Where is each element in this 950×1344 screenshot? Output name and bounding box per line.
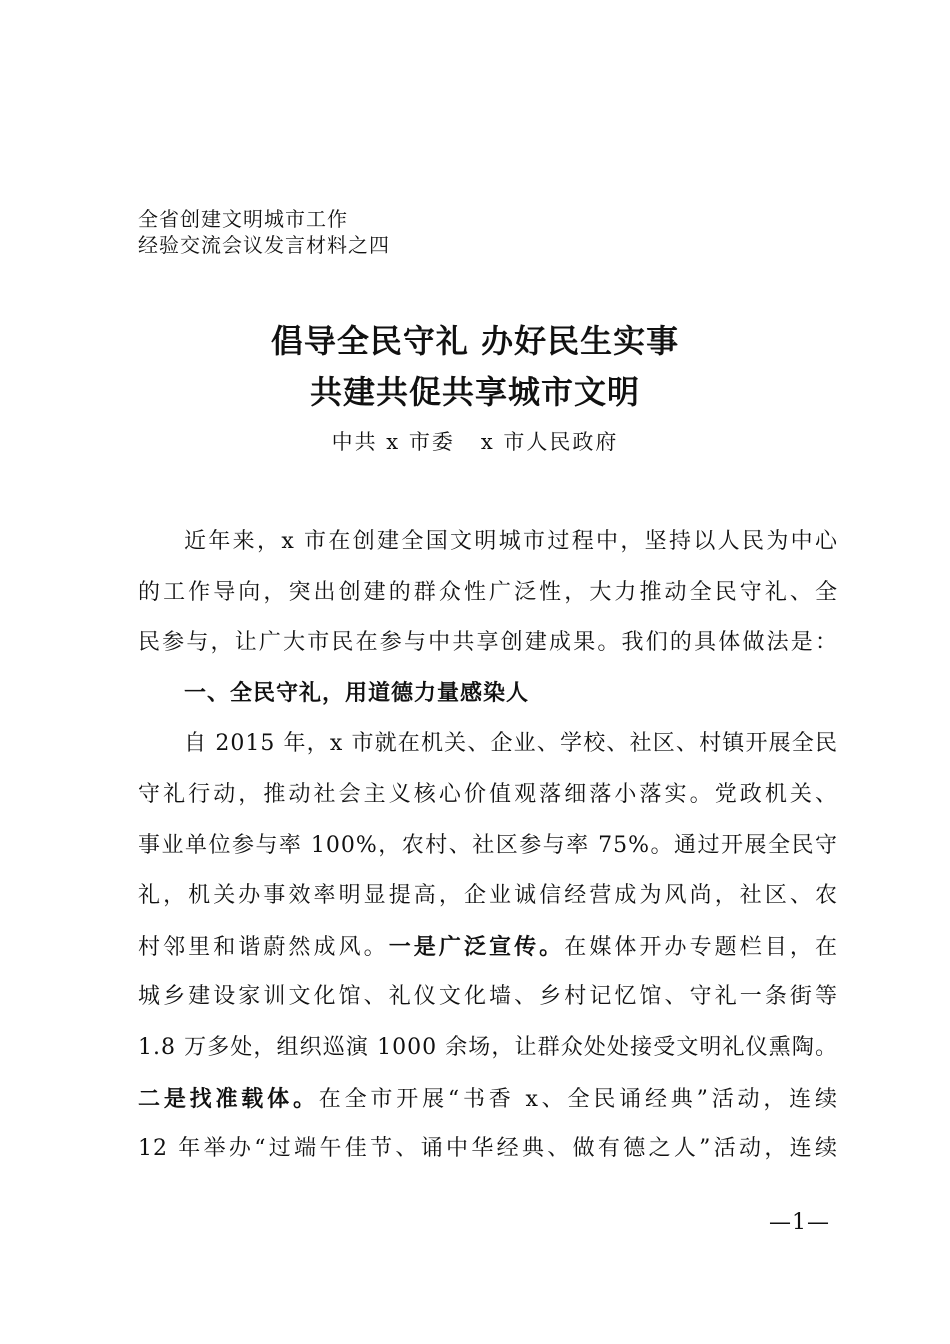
body-line: 城乡建设家训文化馆、礼仪文化墙、乡村记忆馆、守礼一条街等 — [138, 984, 838, 1010]
body-line — [138, 922, 838, 973]
body-line: 近年来，x 市在创建全国文明城市过程中，坚持以人民为中心 — [184, 529, 838, 554]
body-line: 礼，机关办事效率明显提高，企业诚信经营成为风尚，社区、农 — [138, 883, 838, 909]
body-line: 1.8 万多处，组织巡演 1000 余场，让群众处处接受文明礼仪熏陶。 — [138, 1034, 838, 1060]
body-text: 村邻里和谐蔚然成风。 — [138, 934, 389, 960]
body-line: 12 年举办“过端午佳节、诵中华经典、做有德之人”活动，连续 — [138, 1136, 838, 1162]
body-text: 在全市开展“书香 x、全民诵经典”活动，连续 — [318, 1086, 838, 1112]
document-body — [138, 517, 838, 1175]
document-title-line-1: 倡导全民守礼 办好民生实事 — [270, 322, 680, 360]
document-title-line-2: 共建共促共享城市文明 — [309, 373, 640, 411]
body-line: 民参与，让广大市民在参与中共享创建成果。我们的具体做法是： — [138, 630, 838, 656]
section-heading-1: 一、全民守礼，用道德力量感染人 — [184, 680, 530, 706]
body-line: 自 2015 年，x 市就在机关、企业、学校、社区、村镇开展全民 — [184, 731, 838, 757]
author-party-committee: 中共 x 市委 — [331, 430, 455, 454]
page-number: —1— — [769, 1210, 830, 1235]
body-text: 在媒体开办专题栏目，在 — [564, 934, 838, 960]
author-government: x 市人民政府 — [480, 430, 619, 454]
body-line — [138, 1074, 838, 1125]
header-note-line-2: 经验交流会议发言材料之四 — [138, 233, 390, 257]
bold-point-one: 一是广泛宣传。 — [388, 933, 565, 960]
document-authors — [0, 426, 950, 456]
body-line: 的工作导向，突出创建的群众性广泛性，大力推动全民守礼、全 — [138, 579, 838, 605]
header-note — [138, 206, 390, 258]
body-line: 事业单位参与率 100%，农村、社区参与率 75%。通过开展全民守 — [138, 832, 838, 858]
bold-point-two: 二是找准载体。 — [138, 1085, 319, 1112]
body-line: 守礼行动，推动社会主义核心价值观落细落小落实。党政机关、 — [138, 781, 838, 807]
header-note-line-1: 全省创建文明城市工作 — [138, 207, 348, 231]
